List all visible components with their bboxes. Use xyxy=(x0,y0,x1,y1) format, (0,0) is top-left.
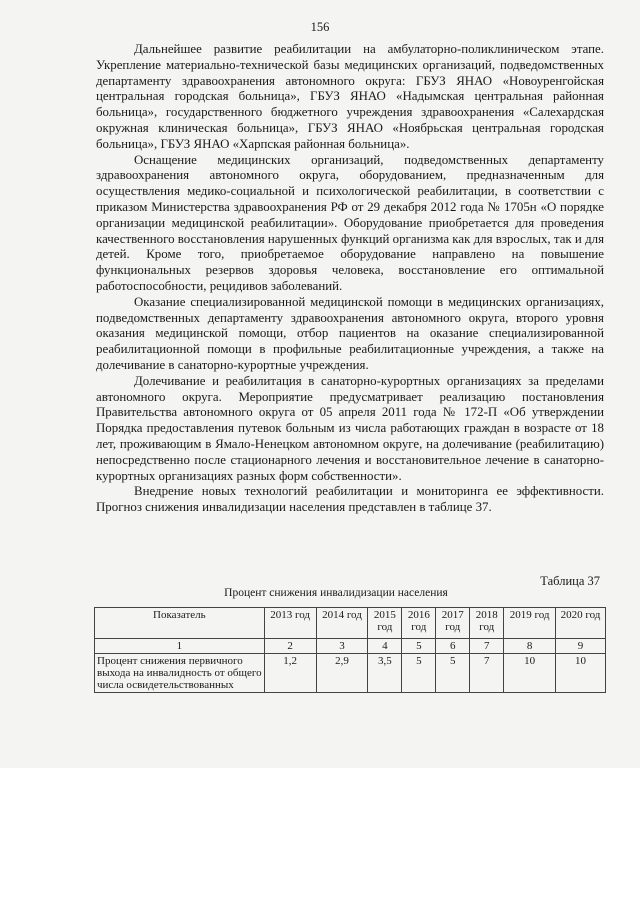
paragraph-2: Оснащение медицинских организаций, подведомственных департаменту здравоохранения автономного округа, оборудованием, предназначенным для осуществления медико-социальной и психологической реабилитации, в соответствии с приказом Министерства здравоохранения РФ от 29 декабря 2012 года № 1705н «О порядке организации медицинской реабилитации». Оборудование приобретается для проведения качественного восстановления нарушенных функций организма как для взрослых, так и для детей. Кроме того, приобретаемое оборудование направлено на повышение функциональных резервов здоровья человека, восстановление его оптимальной работоспособности, рецидивов заболеваний. xyxy=(96,152,604,293)
column-number: 1 xyxy=(95,639,265,654)
table-header-row xyxy=(95,608,606,639)
paragraph-5: Внедрение новых технологий реабилитации и мониторинга ее эффективности. Прогноз снижения инвалидизации населения представлен в таблице 37. xyxy=(96,484,604,515)
header-year: 2020 год xyxy=(556,608,606,639)
row-label: Процент снижения первичного выхода на инвалидность от общего числа освидетельствованных xyxy=(95,654,265,693)
header-year: 2019 год xyxy=(504,608,556,639)
paragraph-1: Дальнейшее развитие реабилитации на амбулаторно-поликлиническом этапе. Укрепление материально-технической базы медицинских организаций, подведомственных департаменту здравоохранения автономного округа: ГБУЗ ЯНАО «Новоуренгойская центральная городская больница», ГБУЗ ЯНАО «Надымская центральная районная больница», государственного бюджетного учреждения здравоохранения «Салехардская окружная клиническая больница», ГБУЗ ЯНАО «Ноябрьская центральная городская больница», ГБУЗ ЯНАО «Харпская районная больница». xyxy=(96,42,604,151)
table-cell: 10 xyxy=(504,654,556,693)
table-cell: 5 xyxy=(436,654,470,693)
table-cell: 10 xyxy=(556,654,606,693)
column-number: 2 xyxy=(264,639,316,654)
column-number: 8 xyxy=(504,639,556,654)
table-cell: 2,9 xyxy=(316,654,368,693)
header-year: 2014 год xyxy=(316,608,368,639)
column-number: 5 xyxy=(402,639,436,654)
table-cell: 3,5 xyxy=(368,654,402,693)
header-year: 2013 год xyxy=(264,608,316,639)
paragraph-4: Долечивание и реабилитация в санаторно-курортных организациях за пределами автономного округа. Мероприятие предусматривает реализацию постановления Правительства автономного округа от 05 апреля 2011 года № 172-П «Об утверждении Порядка предоставления путевок больным из числа работающих граждан в возрасте от 18 лет, проживающим в Ямало-Ненецком автономном округе, на долечивание (реабилитацию) непосредственно после стационарного лечения и восстановительное лечение в санаторно-курортных организациях разных форм собственности». xyxy=(96,373,604,483)
table-row xyxy=(95,654,606,693)
header-year: 2018 год xyxy=(470,608,504,639)
disability-table xyxy=(94,607,606,693)
header-indicator: Показатель xyxy=(95,608,265,639)
table-number: Таблица 37 xyxy=(540,574,600,588)
header-year: 2015 год xyxy=(368,608,402,639)
header-year: 2017 год xyxy=(436,608,470,639)
column-number-row xyxy=(95,639,606,654)
column-number: 9 xyxy=(556,639,606,654)
header-year: 2016 год xyxy=(402,608,436,639)
table-title: Процент снижения инвалидизации населения xyxy=(224,587,448,599)
table-cell: 7 xyxy=(470,654,504,693)
page-number: 156 xyxy=(310,20,330,34)
column-number: 7 xyxy=(470,639,504,654)
table-cell: 5 xyxy=(402,654,436,693)
paragraph-3: Оказание специализированной медицинской помощи в медицинских организациях, подведомственных департаменту здравоохранения автономного округа, второго уровня оказания медицинской помощи, отбор пациентов на оказание специализированной реабилитационной помощи в профильные реабилитационные учреждения, а также на долечивание в санаторно-курортные учреждения. xyxy=(96,294,604,372)
column-number: 4 xyxy=(368,639,402,654)
table-cell: 1,2 xyxy=(264,654,316,693)
column-number: 3 xyxy=(316,639,368,654)
column-number: 6 xyxy=(436,639,470,654)
body-text xyxy=(96,42,604,516)
